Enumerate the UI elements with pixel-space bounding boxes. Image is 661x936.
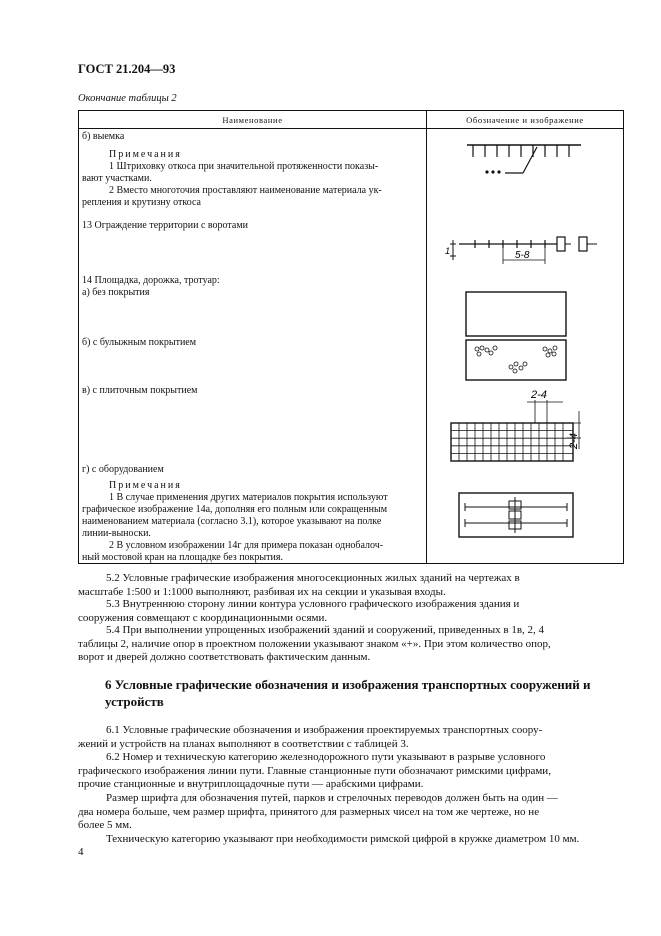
legend-table: [78, 110, 624, 564]
text-line: два номера больше, чем размер шрифта, принятого для размерных чисел на том же чертеже, но не: [78, 805, 540, 818]
notes-heading: Примечания: [109, 149, 182, 160]
text-line: 6.2 Номер и техническую категорию железнодорожного пути указывают в разрыве условного: [106, 751, 546, 763]
item-tile: в) с плиточным покрытием: [82, 385, 198, 396]
text-line: графического изображения линии пути. Главные станционные пути обозначают римскими цифрами,: [78, 764, 551, 777]
note-line: 1 Штриховку откоса при значительной протяженности показы-: [109, 161, 379, 172]
text-line: прочие станционные и внутриплощадочные пути — арабскими цифрами.: [78, 778, 424, 791]
text-line: жений и устройств на планах выполняют в соответствии с таблицей 3.: [78, 737, 409, 750]
tile-symbol: [447, 387, 587, 465]
column-header-symbol: Обозначение и изображение: [427, 111, 624, 129]
text-line: таблицы 2, наличие опор в проектном положении указывают знаком «+». При этом количество опор,: [78, 637, 551, 650]
symbol-cell: [427, 129, 624, 564]
equipment-symbol: [457, 491, 577, 541]
table-body-row: [79, 129, 624, 564]
fence-height-label: 1: [445, 246, 451, 256]
text-line: Размер шрифта для обозначения путей, парков и стрелочных переводов должен быть на один —: [106, 792, 558, 804]
text-line: Техническую категорию указывают при необходимости римской цифрой в кружке диаметром 10 мм.: [106, 833, 580, 845]
item-excavation: б) выемка: [82, 131, 125, 142]
item-platform: 14 Площадка, дорожка, тротуар:: [82, 275, 220, 286]
note-line: линии-выноски.: [82, 528, 151, 539]
note-line: вают участками.: [82, 173, 152, 184]
column-header-name: Наименование: [79, 111, 427, 129]
paragraph-6-4: [78, 833, 624, 847]
text-line: 5.2 Условные графические изображения многосекционных жилых зданий на чертежах в: [106, 572, 520, 584]
note-line: репления и крутизну откоса: [82, 197, 201, 208]
text-line: ворот и дверей должно соответствовать фактическим данным.: [78, 651, 371, 664]
item-no-cover: а) без покрытия: [82, 287, 150, 298]
page-number: 4: [78, 846, 84, 858]
paragraph-6-1: [78, 724, 624, 751]
text-line: сооружения совмещают с координационными осями.: [78, 611, 328, 624]
paragraph-5-4: [78, 624, 624, 665]
document-header: ГОСТ 21.204—93: [78, 62, 176, 76]
paragraph-6-3: [78, 792, 624, 833]
name-cell: [79, 129, 427, 564]
note-line: наименованием материала (согласно 3.1), которое указывают на полке: [82, 516, 382, 527]
paragraph-5-3: [78, 598, 624, 625]
text-line: 5.3 Внутреннюю сторону линии контура условного графического изображения здания и: [106, 598, 520, 610]
table-caption: Окончание таблицы 2: [78, 93, 177, 104]
text-line: 5.4 При выполнении упрощенных изображений зданий и сооружений, приведенных в 1в, 2, 4: [106, 624, 545, 636]
note-line: ный мостовой кран на площадке без покрытия.: [82, 552, 283, 563]
item-cobblestone: б) с булыжным покрытием: [82, 337, 197, 348]
section-6-title: 6 Условные графические обозначения и изображения транспортных сооружений и устройств: [105, 677, 591, 709]
fence-spacing-label: 5-8: [515, 250, 530, 261]
fence-symbol: [445, 224, 605, 274]
note-line: графическое изображение 14а, дополняя его полным или сокращенным: [82, 504, 388, 515]
cobblestone-symbol: [465, 339, 569, 383]
tile-width-label: 2-4: [531, 389, 547, 401]
note-line: 2 В условном изображении 14г для примера показан однобалоч-: [109, 540, 384, 551]
tile-height-label: 2-4: [568, 433, 580, 449]
table-header-row: [79, 111, 624, 129]
note-line: 1 В случае применения других материалов покрытия используют: [109, 492, 388, 503]
platform-plain-symbol: [465, 291, 569, 339]
notes-heading: Примечания: [109, 480, 182, 491]
note-line: 2 Вместо многоточия проставляют наименование материала ук-: [109, 185, 382, 196]
paragraph-5-2: [78, 572, 624, 599]
text-line: 6.1 Условные графические обозначения и изображения проектируемых транспортных соору-: [106, 724, 543, 736]
text-line: масштабе 1:500 и 1:1000 выполняют, разбивая их на секции и указывая входы.: [78, 585, 446, 598]
paragraph-6-2: [78, 751, 624, 792]
excavation-symbol: [465, 139, 585, 187]
text-line: более 5 мм.: [78, 819, 132, 832]
item-fence: 13 Ограждение территории с воротами: [82, 220, 249, 231]
item-equipment: г) с оборудованием: [82, 464, 164, 475]
